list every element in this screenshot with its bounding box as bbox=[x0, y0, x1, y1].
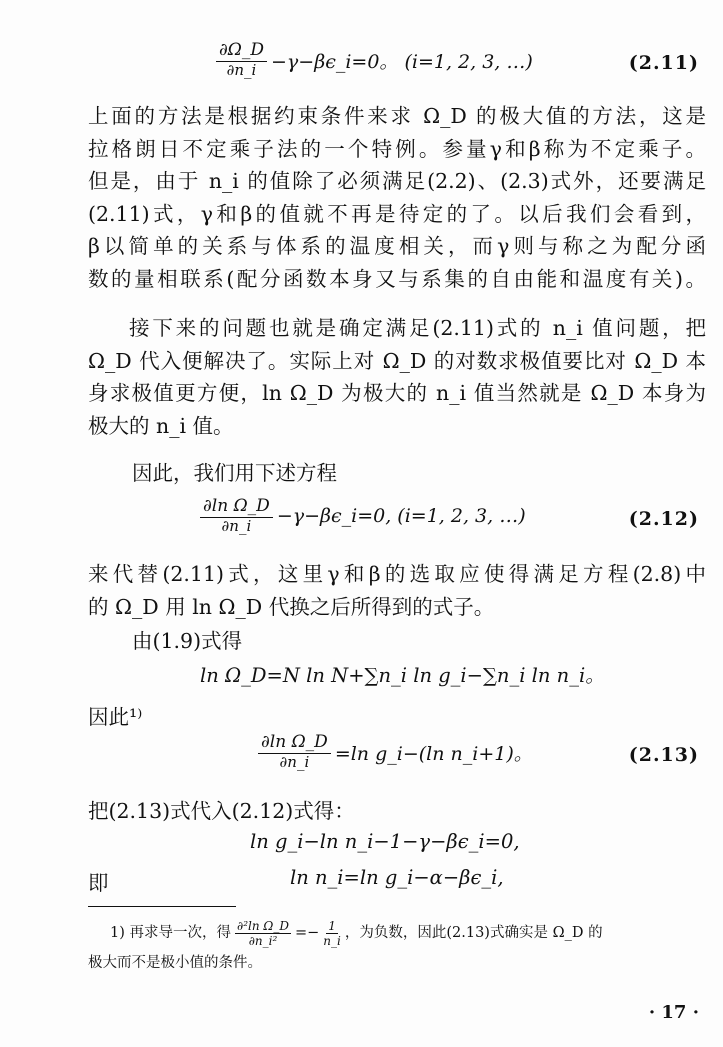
paragraph-4 bbox=[88, 558, 706, 623]
paragraph-3: 因此，我们用下述方程 bbox=[132, 461, 337, 485]
page-number: · 17 · bbox=[648, 1002, 699, 1023]
fraction bbox=[258, 734, 331, 771]
footnote-line-1 bbox=[88, 918, 706, 948]
equation-number: (2.13) bbox=[628, 744, 699, 766]
label-ji: 即 bbox=[88, 871, 109, 895]
text-line: Ω_D 代入便解决了。实际上对 Ω_D 的对数求极值要比对 Ω_D 本 bbox=[88, 348, 706, 373]
equation-2-12 bbox=[0, 498, 723, 542]
numerator: ∂ln Ω_D bbox=[258, 734, 331, 754]
paragraph-2 bbox=[88, 312, 706, 442]
paragraph-1 bbox=[88, 100, 706, 295]
equation-number: (2.12) bbox=[628, 508, 699, 530]
footnote-fraction bbox=[235, 920, 291, 947]
paragraph-6: 因此¹⁾ bbox=[88, 705, 143, 729]
denominator: n_i bbox=[323, 933, 341, 948]
text-line: 身求极值更方便，ln Ω_D 为极大的 n_i 值当然就是 Ω_D 本身为 bbox=[88, 381, 706, 405]
text-line: 接下来的问题也就是确定满足(2.11)式的 n_i 值问题，把 bbox=[129, 316, 706, 340]
text-line: 的 Ω_D 用 ln Ω_D 代换之后所得到的式子。 bbox=[88, 594, 495, 619]
denominator: ∂n_i bbox=[279, 752, 310, 771]
footnote bbox=[88, 918, 706, 978]
footnote-mid: =− bbox=[294, 925, 320, 941]
equation-ln-omega: ln Ω_D=N ln N+∑n_i ln g_i−∑n_i ln n_i。 bbox=[200, 664, 605, 687]
paragraph-5: 由(1.9)式得 bbox=[132, 629, 243, 653]
denominator: ∂n_i bbox=[226, 60, 257, 79]
text-line: (2.11)式，γ和β的值就不再是待定的了。以后我们会看到， bbox=[88, 201, 706, 226]
footnote-rule bbox=[88, 906, 236, 907]
equation-rest: =ln g_i−(ln n_i+1)。 bbox=[334, 742, 533, 765]
text-line: 但是，由于 n_i 的值除了必须满足(2.2)、(2.3)式外，还要满足 bbox=[88, 169, 706, 193]
footnote-fraction-2 bbox=[323, 920, 341, 947]
fraction bbox=[200, 498, 273, 535]
text-line: 拉格朗日不定乘子法的一个特例。参量γ和β称为不定乘子。 bbox=[88, 136, 706, 161]
numerator: ∂²ln Ω_D bbox=[237, 918, 289, 933]
numerator: ∂Ω_D bbox=[216, 42, 267, 62]
equation-substituted: ln g_i−ln n_i−1−γ−βϵ_i=0, bbox=[250, 830, 520, 853]
numerator: ∂ln Ω_D bbox=[200, 498, 273, 518]
equation-ln-n: ln n_i=ln g_i−α−βϵ_i, bbox=[290, 866, 504, 889]
equation-number: (2.11) bbox=[628, 52, 699, 74]
text-line: β以简单的关系与体系的温度相关，而γ则与称之为配分函 bbox=[88, 234, 706, 258]
equation-2-13 bbox=[0, 734, 723, 778]
text-line: 极大的 n_i 值。 bbox=[88, 413, 234, 438]
equation-rest: −γ−βϵ_i=0。 (i=1, 2, 3, …) bbox=[271, 50, 533, 73]
paragraph-7: 把(2.13)式代入(2.12)式得： bbox=[88, 799, 355, 823]
denominator: ∂n_i bbox=[221, 516, 252, 535]
equation-rest: −γ−βϵ_i=0, (i=1, 2, 3, …) bbox=[276, 505, 526, 528]
equation-2-11 bbox=[0, 42, 723, 86]
text-line: 上面的方法是根据约束条件来求 Ω_D 的极大值的方法，这是 bbox=[88, 104, 706, 128]
text-line: 数的量相联系(配分函数本身又与系集的自由能和温度有关)。 bbox=[88, 266, 706, 291]
footnote-line-2: 极大而不是极小值的条件。 bbox=[88, 955, 262, 971]
footnote-pre: 1) 再求导一次，得 bbox=[110, 925, 231, 941]
footnote-post: ，为负数，因此(2.13)式确实是 Ω_D 的 bbox=[344, 925, 603, 941]
denominator: ∂n_i² bbox=[248, 933, 278, 948]
fraction bbox=[216, 42, 267, 79]
numerator: 1 bbox=[328, 918, 336, 933]
text-line: 来代替(2.11)式，这里γ和β的选取应使得满足方程(2.8)中 bbox=[88, 562, 706, 586]
